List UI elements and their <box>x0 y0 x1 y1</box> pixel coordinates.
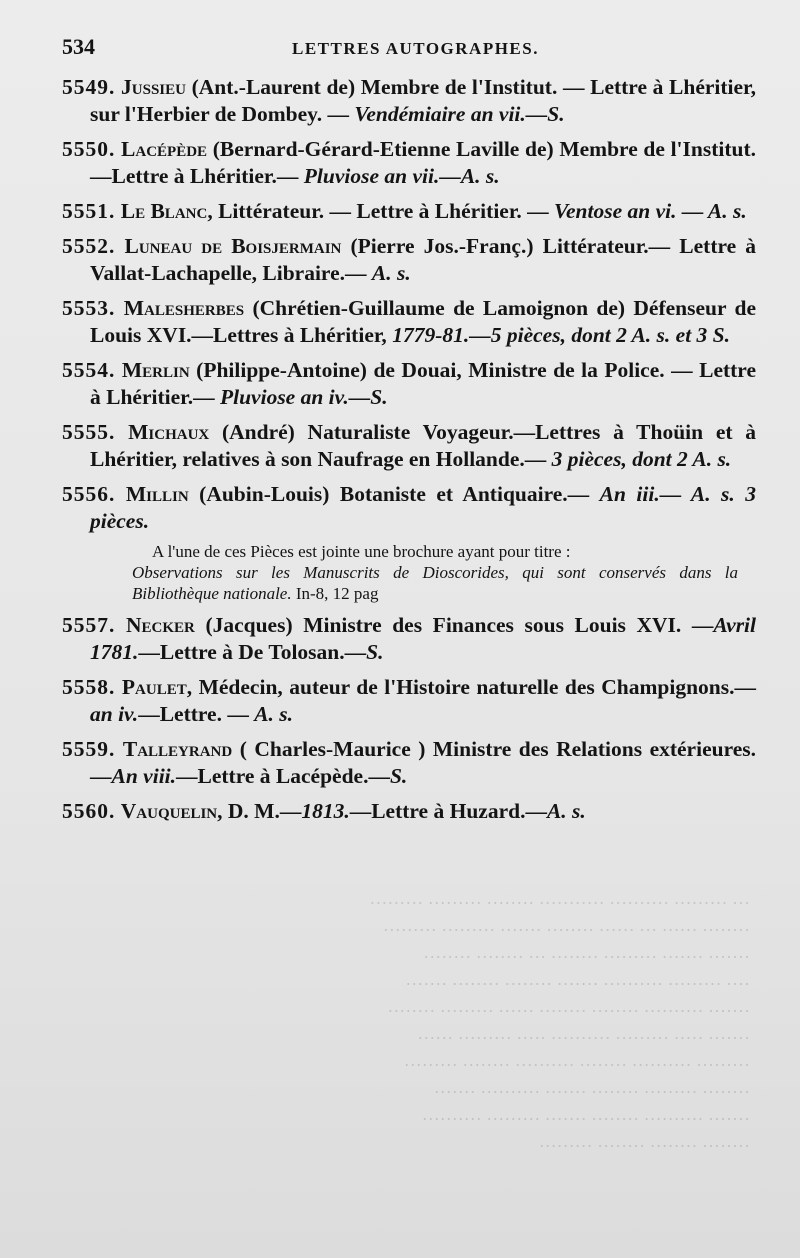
author-name: Paulet <box>121 675 187 699</box>
entry-text: —Lettre à Huzard.— <box>349 799 547 823</box>
entry-number: 5558. <box>62 675 116 699</box>
author-name: Necker <box>125 613 195 637</box>
entry-number: 5556. <box>62 482 116 506</box>
entry-number: 5555. <box>62 420 116 444</box>
catalogue-entry <box>62 357 756 411</box>
entry-text: (Pierre Jos.-Franç.) Littérateur.— Lettre à Vallat-Lachapelle, Libraire.— <box>90 234 757 285</box>
author-name: Millin <box>125 482 189 506</box>
entry-date: An iii.— A. s. 3 pièces. <box>90 482 757 533</box>
author-name: Lacépède <box>121 137 208 161</box>
catalogue-entry <box>62 74 756 128</box>
entry-number: 5557. <box>62 613 116 637</box>
catalogue-entry <box>62 136 756 190</box>
entry-number: 5550. <box>62 137 116 161</box>
entry-number: 5551. <box>62 199 116 223</box>
note-brochure-title: Observations sur les Manuscrits de Dioscorides, qui sont conservés dans la Bibliothèque nationale. <box>132 563 738 603</box>
author-name: Le Blanc <box>120 199 208 223</box>
catalogue-entry <box>62 481 756 535</box>
entry-text: (André) Naturaliste Voyageur.—Lettres à Thoüin et à Lhéritier, relatives à son Naufrage en Hollande.— <box>90 420 757 471</box>
catalogue-entry <box>62 198 756 225</box>
author-name: Michaux <box>128 420 210 444</box>
author-name: Vauquelin <box>120 799 218 823</box>
catalogue-entry <box>62 736 756 790</box>
entry-text: , Médecin, auteur de l'Histoire naturelle des Champignons.— <box>186 675 757 699</box>
entry-number: 5549. <box>62 75 116 99</box>
entry-text: —Lettre à Lacépède.— <box>176 764 390 788</box>
catalogue-entry <box>62 674 756 728</box>
entry-number: 5552. <box>62 234 116 258</box>
author-name: Merlin <box>121 358 190 382</box>
entry-number: 5559. <box>62 737 116 761</box>
entry-number: 5554. <box>62 358 116 382</box>
entry-date: Vendémiaire an vii.—S. <box>354 102 565 126</box>
entry-date: Pluviose an iv.—S. <box>219 385 388 409</box>
author-name: Talleyrand <box>122 737 233 761</box>
author-name: Luneau de Boisjermain <box>124 234 342 258</box>
entry-date: 1779-81.—5 pièces, dont 2 A. s. et 3 S. <box>392 323 731 347</box>
entry-date: 3 pièces, dont 2 A. s. <box>551 447 732 471</box>
catalogue-entry <box>62 612 756 666</box>
page-header <box>62 34 756 74</box>
entry-number: 5553. <box>62 296 116 320</box>
entry-text: —Lettre. — <box>138 702 249 726</box>
author-name: Jussieu <box>121 75 186 99</box>
entry-text: , Littérateur. — Lettre à Lhéritier. — <box>207 199 549 223</box>
catalogue-entry <box>62 233 756 287</box>
entry-text: (Aubin-Louis) Botaniste et Antiquaire.— <box>199 482 590 506</box>
entry-date: an iv. <box>90 702 139 726</box>
entry-text: (Chrétien-Guillaume de Lamoignon de) Défenseur de Louis XVI.—Lettres à Lhéritier, <box>90 296 757 347</box>
running-title: LETTRES AUTOGRAPHES. <box>292 39 539 58</box>
entry-text: (Jacques) Ministre des Finances sous Louis XVI. — <box>205 613 714 637</box>
entry-date: A. s. <box>371 261 411 285</box>
author-name: Malesherbes <box>123 296 245 320</box>
entry-text: —Lettre à De Tolosan.— <box>138 640 367 664</box>
entry-signature: A. s. <box>254 702 294 726</box>
catalogue-entry <box>62 798 756 825</box>
catalogue-entry <box>62 419 756 473</box>
entry-text: (Ant.-Laurent de) Membre de l'Institut. — Lettre à Lhéritier, sur l'Herbier de Dombey. — <box>90 75 757 126</box>
entry-text: (Bernard-Gérard-Etienne Laville de) Membre de l'Institut.—Lettre à Lhéritier.— <box>90 137 757 188</box>
entry-date: 1813. <box>301 799 350 823</box>
entry-date: Ventose an vi. — A. s. <box>554 199 747 223</box>
entry-text: ( Charles-Maurice ) Ministre des Relations extérieures.— <box>90 737 757 788</box>
entry-date: An viii. <box>111 764 177 788</box>
entry-date: Avril 1781. <box>90 613 757 664</box>
entry-date: Pluviose an vii.—A. s. <box>303 164 500 188</box>
entry-signature: A. s. <box>546 799 586 823</box>
entry-text: (Philippe-Antoine) de Douai, Ministre de la Police. — Lettre à Lhéritier.— <box>90 358 756 409</box>
catalogue-entry <box>62 295 756 349</box>
entry-signature: S. <box>366 640 384 664</box>
page-number: 534 <box>62 34 95 59</box>
bleed-through-text: ··· ········· ·········· ··········· ········ ········· ········· ········ ······ ··· ······ ········ ······· ········· ········· ······· ······· ········· ········ ··· ········ ········ ···· ········· ·········· ······· ········ ········ ······· ······· ·········· ········ ········ ······ ········· ········ ······· ····· ········· ·········· ····· ········· ······ ········· ·········· ········ ·········· ········ ········· ········ ········· ········ ······· ·········· ······· ······· ·········· ········ ······· ········· ·········· ········ ········ ········ ········· <box>369 893 750 1156</box>
entry-text: , D. M.— <box>217 799 302 823</box>
note-lead: A l'une de ces Pièces est jointe une brochure ayant pour titre : <box>152 542 571 561</box>
entry-number: 5560. <box>62 799 116 823</box>
note-format: In-8, 12 pag <box>295 584 379 603</box>
entry-note <box>132 541 738 604</box>
entry-signature: S. <box>389 764 408 788</box>
